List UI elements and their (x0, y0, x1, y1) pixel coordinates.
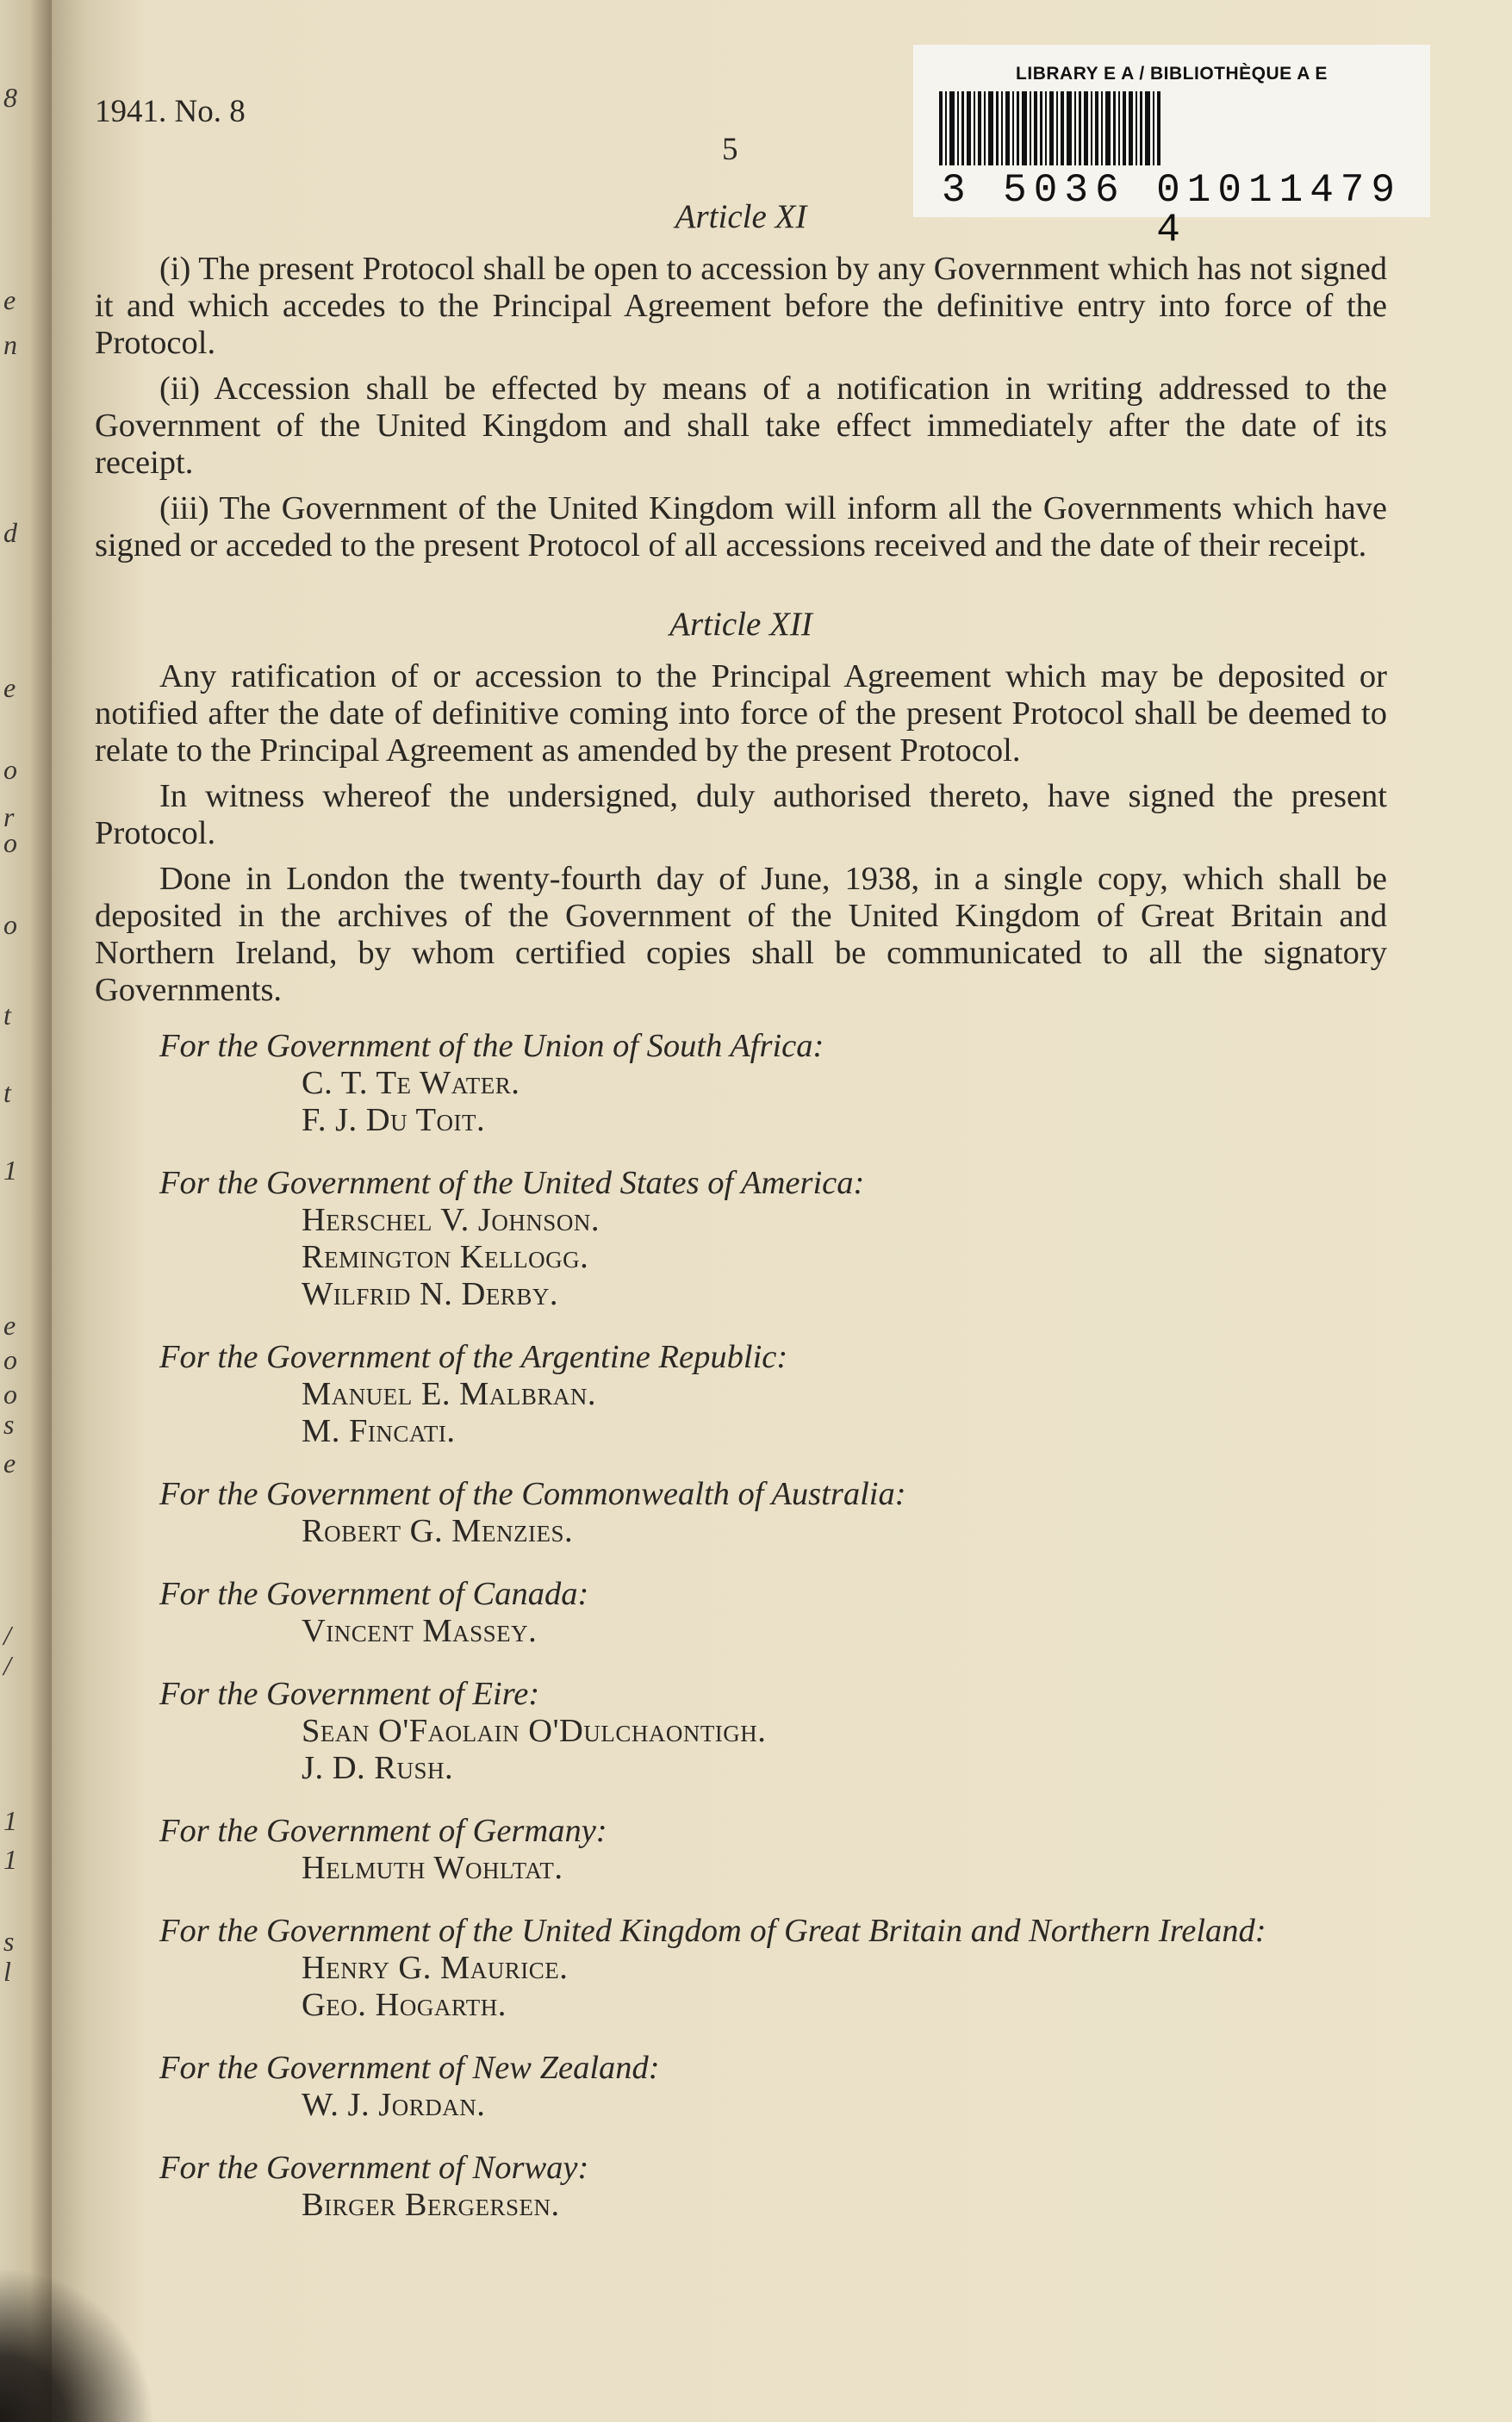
adjacent-page-fragment: d (3, 517, 17, 548)
barcode-bar (1129, 91, 1133, 165)
signatory-block (95, 1028, 1387, 1139)
barcode-bar (1105, 91, 1111, 165)
signatory-name: Wilfrid N. Derby. (302, 1276, 558, 1312)
signatory-government: For the Government of New Zealand: (159, 2050, 660, 2086)
adjacent-page-fragment: o (3, 754, 17, 785)
signatory-name: Remington Kellogg. (302, 1239, 589, 1275)
signatory-name: F. J. Du Toit. (302, 1102, 486, 1138)
barcode-bar (978, 91, 981, 165)
barcode-bar (1079, 91, 1081, 165)
signatory-block (95, 1339, 1387, 1450)
adjacent-page-fragment: 1 (3, 1805, 17, 1836)
adjacent-page-fragment: r (3, 801, 15, 832)
signatory-name: W. J. Jordan. (302, 2087, 486, 2123)
barcode-bar (1056, 91, 1058, 165)
barcode-bar (949, 91, 955, 165)
signatory-block (95, 1576, 1387, 1650)
adjacent-page-fragment: o (3, 827, 17, 858)
adjacent-page-fragment: 1 (3, 1155, 17, 1186)
paragraph: In witness whereof the undersigned, duly authorised thereto, have signed the present Protocol. (95, 778, 1387, 851)
barcode-bar (1030, 91, 1031, 165)
signatory-government: For the Government of the United Kingdom of Great Britain and Northern Ireland: (159, 1913, 1266, 1949)
signatory-block (95, 1476, 1387, 1550)
signatory-government: For the Government of Norway: (159, 2150, 589, 2186)
signatory-name: Sean O'Faolain O'Dulchaontigh. (302, 1713, 767, 1749)
barcode-bar (1034, 91, 1037, 165)
adjacent-page-fragment: / (3, 1620, 11, 1651)
barcode-bar (1049, 91, 1054, 165)
signatory-government: For the Government of Germany: (159, 1813, 607, 1849)
signatory-block (95, 1676, 1387, 1787)
signatory-name: Birger Bergersen. (302, 2187, 560, 2223)
barcode-bar (988, 91, 993, 165)
adjacent-page-fragment: t (3, 999, 11, 1030)
signatory-name: M. Fincati. (302, 1413, 456, 1449)
barcode-bar (961, 91, 964, 165)
signatory-government: For the Government of the Union of South Africa: (159, 1028, 824, 1064)
signatory-block (95, 2150, 1387, 2224)
signatory-name: Manuel E. Malbran. (302, 1376, 596, 1412)
barcode-bar (1095, 91, 1098, 165)
adjacent-page-fragment: s (3, 1409, 15, 1440)
barcode-bar (1113, 91, 1116, 165)
signatory-government: For the Government of the Commonwealth of Australia: (159, 1476, 906, 1512)
adjacent-page-fragment: e (3, 284, 16, 315)
signatory-name: Helmuth Wohltat. (302, 1850, 563, 1886)
document-body (95, 198, 1387, 2250)
barcode-bar (1001, 91, 1003, 165)
adjacent-page-fragment: / (3, 1650, 11, 1681)
barcode-bar (1061, 91, 1064, 165)
barcode-bar (1045, 91, 1047, 165)
page-corner-shadow (0, 2267, 155, 2422)
barcode-bar (1017, 91, 1019, 165)
barcode-number: 3 5036 01011479 4 (941, 168, 1403, 252)
adjacent-page-fragment: 8 (3, 82, 17, 113)
barcode-bar (945, 91, 947, 165)
signatory-government: For the Government of Eire: (159, 1676, 540, 1712)
paragraph: (ii) Accession shall be effected by means of a notification in writing addressed to the Government of the United Kingdom and shall take effect immediately after the date of its receipt. (95, 370, 1387, 481)
page-number: 5 (722, 132, 738, 167)
signatory-name: Henry G. Maurice. (302, 1950, 569, 1986)
barcode-bar (1040, 91, 1042, 165)
barcode-bar (1123, 91, 1126, 165)
adjacent-page-fragment: e (3, 672, 16, 703)
barcode-bar (1012, 91, 1014, 165)
article-heading: Article XII (669, 606, 812, 643)
barcode-bar (996, 91, 999, 165)
barcode-bar (967, 91, 971, 165)
barcode-bar (939, 91, 943, 165)
barcode-bar (1118, 91, 1120, 165)
adjacent-page-fragment: n (3, 329, 17, 360)
barcode-bar (1067, 91, 1072, 165)
barcode-bar (984, 91, 986, 165)
adjacent-page-fragment: o (3, 909, 17, 940)
adjacent-page-fragment: l (3, 1956, 11, 1987)
barcode-bar (1101, 91, 1103, 165)
adjacent-page-fragment: t (3, 1077, 11, 1108)
running-head: 1941. No. 8 (95, 94, 246, 129)
adjacent-page-fragment: o (3, 1344, 17, 1375)
barcode-bar (1005, 91, 1010, 165)
barcode-bar (1153, 91, 1154, 165)
signatory-name: Robert G. Menzies. (302, 1513, 574, 1549)
barcode-bar (957, 91, 959, 165)
article-xii (95, 606, 1387, 1009)
barcode-bar (1145, 91, 1150, 165)
adjacent-page-fragment: 1 (3, 1844, 17, 1875)
signatory-name: J. D. Rush. (302, 1750, 454, 1786)
barcode-bar (1091, 91, 1092, 165)
paragraph: (i) The present Protocol shall be open to accession by any Government which has not signed it and which accedes to the Principal Agreement before the definitive entry into force of the Protocol. (95, 251, 1387, 361)
paragraph: Done in London the twenty-fourth day of June, 1938, in a single copy, which shall be deposited in the archives of the Government of the United Kingdom of Great Britain and Northern Ireland, by whom certified copies shall be communicated to all the signatory Governments. (95, 861, 1387, 1008)
signatory-name: C. T. Te Water. (302, 1065, 520, 1101)
signatories-list (95, 1028, 1387, 2224)
barcode-bar (1140, 91, 1142, 165)
barcode-bars (939, 91, 1404, 165)
barcode-bar (1084, 91, 1088, 165)
article-heading: Article XI (675, 198, 807, 235)
barcode-bar (1136, 91, 1137, 165)
library-barcode-label (913, 45, 1430, 252)
adjacent-page-fragment: e (3, 1448, 16, 1479)
signatory-block (95, 2050, 1387, 2124)
signatory-name: Geo. Hogarth. (302, 1987, 507, 2023)
signatory-government: For the Government of Canada: (159, 1576, 589, 1612)
barcode-bar (1022, 91, 1027, 165)
signatory-block (95, 1913, 1387, 2024)
adjacent-page-fragment: s (3, 1926, 15, 1957)
barcode-bar (1074, 91, 1076, 165)
signatory-government: For the Government of the Argentine Republic: (159, 1339, 788, 1375)
adjacent-page-fragment: e (3, 1310, 16, 1341)
paragraph: (iii) The Government of the United Kingdom will inform all the Governments which have signed or acceded to the present Protocol of all accessions received and the date of their receipt. (95, 490, 1387, 563)
signatory-name: Herschel V. Johnson. (302, 1202, 600, 1238)
article-xi (95, 198, 1387, 564)
barcode-bar (974, 91, 975, 165)
signatory-block (95, 1813, 1387, 1887)
signatory-block (95, 1165, 1387, 1313)
paragraph: Any ratification of or accession to the Principal Agreement which may be deposited or notified after the date of definitive coming into force of the present Protocol shall be deemed to relate to the Principal Agreement as amended by the present Protocol. (95, 658, 1387, 769)
barcode-bar (1157, 91, 1160, 165)
signatory-name: Vincent Massey. (302, 1613, 538, 1649)
adjacent-page-fragment: o (3, 1379, 17, 1410)
barcode-library-name: LIBRARY E A / BIBLIOTHÈQUE A E (1016, 64, 1328, 84)
signatory-government: For the Government of the United States of America: (159, 1165, 865, 1201)
adjacent-page-edge (0, 0, 52, 2422)
